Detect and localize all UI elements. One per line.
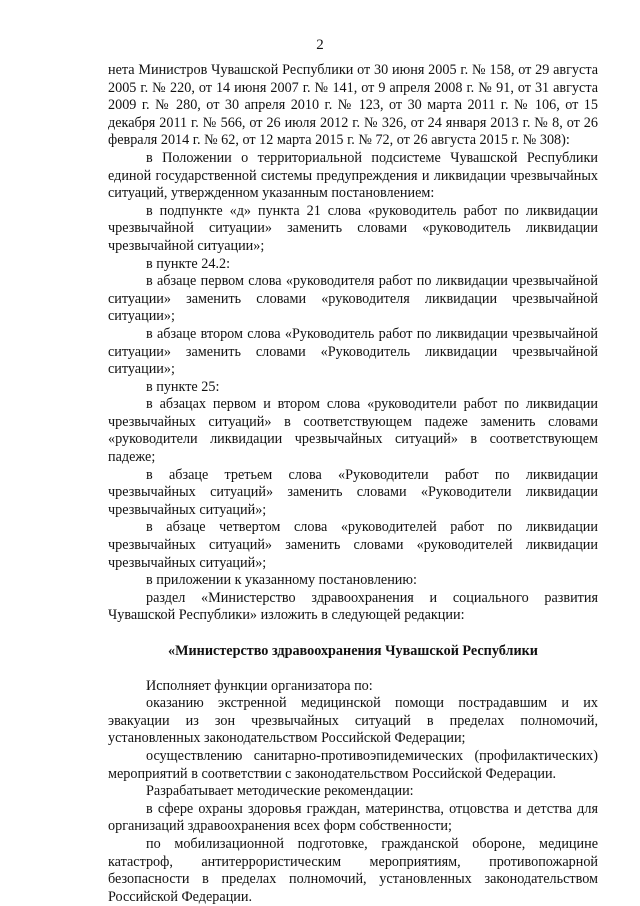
section-paragraph: Разрабатывает методические рекомендации:: [146, 783, 414, 800]
section-paragraph: по мобилизационной подготовке, гражданской обороне, медицине катастроф, антитеррористическим мероприятиям, противопожарной безопасности в пределах полномочий, установленных законодательством Российской Федерации.: [108, 835, 598, 905]
paragraph: в Положении о территориальной подсистеме Чувашской Республики единой государственной системы предупреждения и ликвидации чрезвычайных ситуаций, утвержденном указанным постановлением:: [108, 149, 598, 202]
section-paragraph: в сфере охраны здоровья граждан, материнства, отцовства и детства для организаций здравоохранения всех форм собственности;: [108, 800, 598, 835]
document-body: [108, 62, 598, 906]
paragraph: в подпункте «д» пункта 21 слова «руководитель работ по ликвидации чрезвычайной ситуации» заменить словами «руководитель ликвидации чрезвычайной ситуации»;: [108, 202, 598, 254]
page-number: 2: [316, 37, 324, 53]
paragraph: в абзаце первом слова «руководителя работ по ликвидации чрезвычайной ситуации» заменить словами «руководителя ликвидации чрезвычайной ситуации»;: [108, 273, 598, 325]
section-paragraph: оказанию экстренной медицинской помощи пострадавшим и их эвакуации из зон чрезвычайных ситуаций в пределах полномочий, установленных законодательством Российской Федерации;: [108, 695, 598, 747]
paragraph: в абзаце четвертом слова «руководителей работ по ликвидации чрезвычайных ситуаций» заменить словами «руководителей ликвидации чрезвычайных ситуаций»;: [108, 519, 598, 571]
section-paragraph: осуществлению санитарно-противоэпидемических (профилактических) мероприятий в соответствии с законодательством Российской Федерации.: [108, 747, 598, 782]
paragraph: в приложении к указанному постановлению:: [146, 572, 417, 589]
paragraph: в абзаце втором слова «Руководитель работ по ликвидации чрезвычайной ситуации» заменить словами «Руководитель ликвидации чрезвычайной ситуации»;: [108, 325, 598, 378]
paragraph: раздел «Министерство здравоохранения и социального развития Чувашской Республики» изложить в следующей редакции:: [108, 589, 598, 624]
paragraph: в пункте 25:: [146, 378, 220, 395]
paragraph: нета Министров Чувашской Республики от 30 июня 2005 г. № 158, от 29 августа 2005 г. № 220, от 14 июня 2007 г. № 141, от 9 апреля 2008 г. № 91, от 31 августа 2009 г. № 280, от 30 апреля 2010 г. № 123, от 30 марта 2011 г. № 106, от 15 декабря 2011 г. № 566, от 26 июля 2012 г. № 326, от 24 января 2013 г. № 8, от 26 февраля 2014 г. № 62, от 12 марта 2015 г. № 72, от 26 августа 2015 г. № 308):: [108, 62, 598, 149]
section-heading: «Министерство здравоохранения Чувашской Республики: [168, 643, 538, 659]
paragraph: в пункте 24.2:: [146, 255, 231, 272]
paragraph: в абзацах первом и втором слова «руководители работ по ликвидации чрезвычайных ситуаций» в соответствующем падеже заменить словами «руководители ликвидации чрезвычайных ситуаций» в соответствующем падеже;: [108, 396, 598, 466]
section-paragraph: Исполняет функции организатора по:: [146, 677, 373, 694]
paragraph: в абзаце третьем слова «Руководители работ по ликвидации чрезвычайных ситуаций» заменить словами «Руководители ликвидации чрезвычайных ситуаций»;: [108, 466, 598, 518]
